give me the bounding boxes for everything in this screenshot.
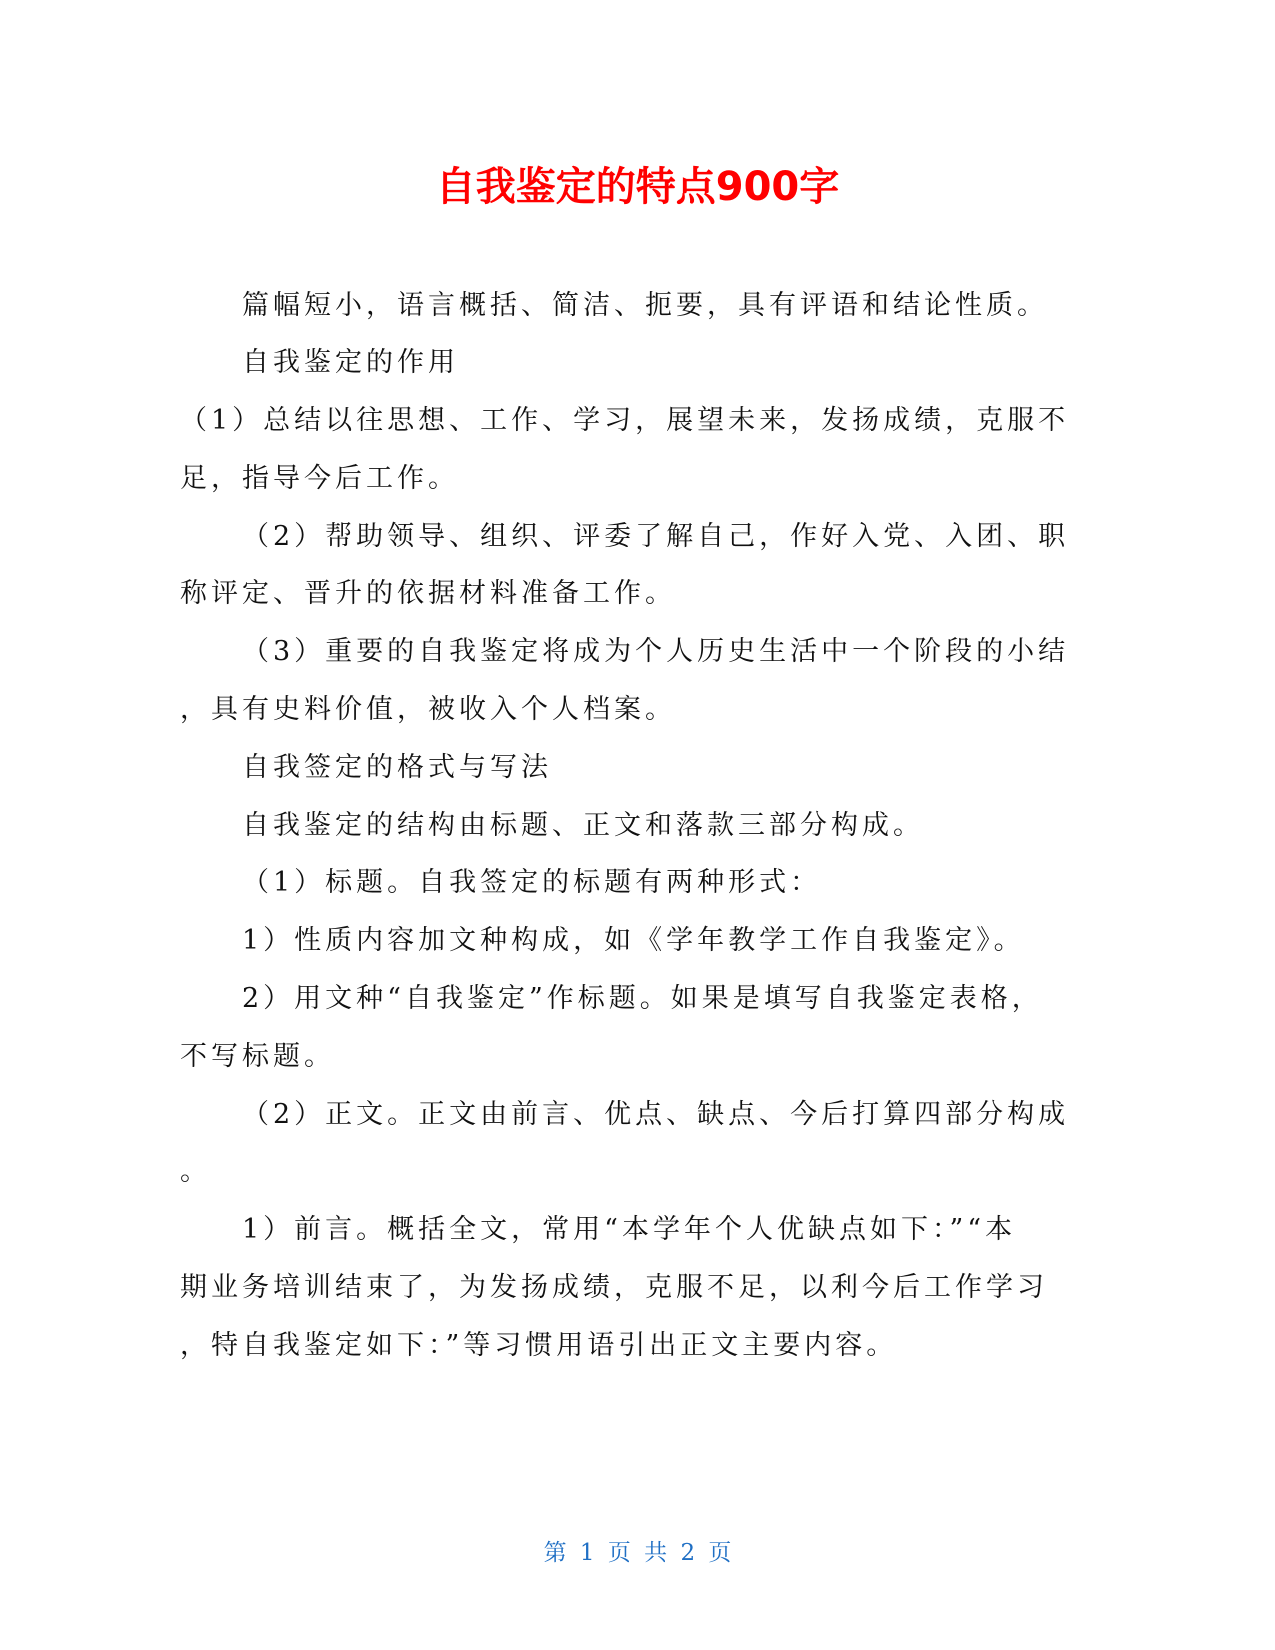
paragraph-line: （3）重要的自我鉴定将成为个人历史生活中一个阶段的小结 bbox=[242, 636, 1070, 667]
page-number-footer: 第 1 页 共 2 页 bbox=[543, 1540, 732, 1566]
paragraph-line: 篇幅短小，语言概括、简洁、扼要，具有评语和结论性质。 bbox=[242, 290, 1048, 321]
paragraph-line: 称评定、晋升的依据材料准备工作。 bbox=[180, 578, 676, 609]
section-heading: 自我签定的格式与写法 bbox=[242, 752, 552, 783]
paragraph-line: （1）总结以往思想、工作、学习，展望未来，发扬成绩，克服不 bbox=[180, 405, 1070, 436]
paragraph-line: 不写标题。 bbox=[180, 1041, 335, 1072]
paragraph-line: （1）标题。自我签定的标题有两种形式： bbox=[242, 867, 822, 898]
paragraph-line: 。 bbox=[180, 1156, 211, 1187]
paragraph-line: ，具有史料价值，被收入个人档案。 bbox=[180, 694, 676, 725]
paragraph-line: （2）正文。正文由前言、优点、缺点、今后打算四部分构成 bbox=[242, 1099, 1070, 1130]
paragraph-line: 1）前言。概括全文，常用“本学年个人优缺点如下：”“本 bbox=[242, 1214, 1017, 1245]
paragraph-line: 2）用文种“自我鉴定”作标题。如果是填写自我鉴定表格， bbox=[242, 983, 1043, 1014]
paragraph-line: 自我鉴定的结构由标题、正文和落款三部分构成。 bbox=[242, 810, 924, 841]
paragraph-line: （2）帮助领导、组织、评委了解自己，作好入党、入团、职 bbox=[242, 521, 1070, 552]
section-heading: 自我鉴定的作用 bbox=[242, 347, 459, 378]
paragraph-line: ，特自我鉴定如下：”等习惯用语引出正文主要内容。 bbox=[180, 1330, 898, 1361]
paragraph-line: 期业务培训结束了，为发扬成绩，克服不足，以利今后工作学习 bbox=[180, 1272, 1048, 1303]
paragraph-line: 1）性质内容加文种构成，如《学年教学工作自我鉴定》。 bbox=[242, 925, 1025, 956]
document-title: 自我鉴定的特点900字 bbox=[435, 164, 840, 210]
paragraph-line: 足，指导今后工作。 bbox=[180, 463, 459, 494]
